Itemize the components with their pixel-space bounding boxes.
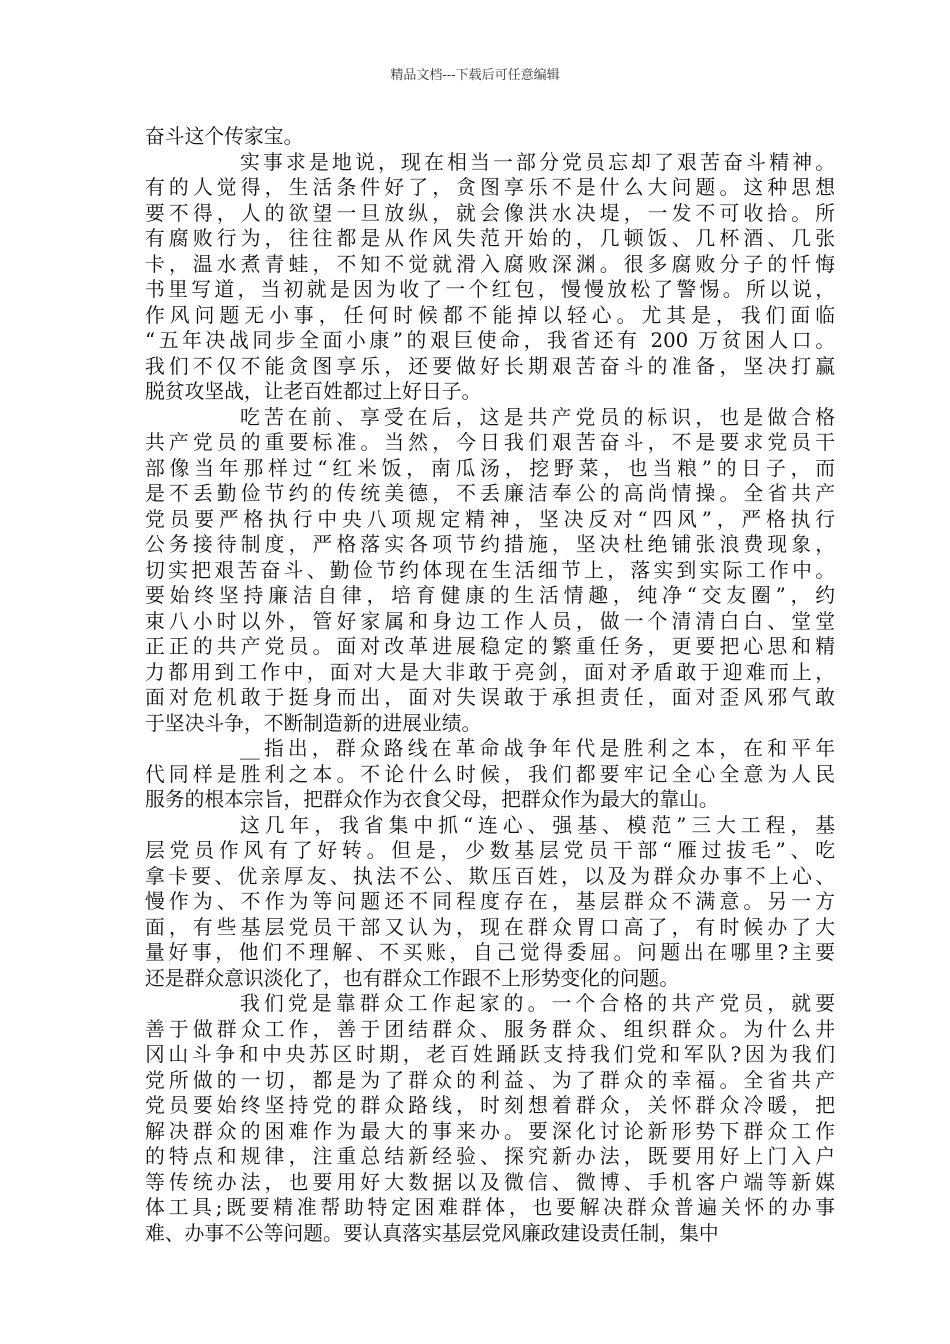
text-line: 慢作为、不作为等问题还不同程度存在，基层群众不满意。另一方 (145, 890, 835, 913)
text-line: 奋斗这个传家宝。 (145, 125, 304, 148)
text-line: 要不得，人的欲望一旦放纵，就会像洪水决堤，一发不可收拾。所 (145, 201, 835, 225)
paragraph (145, 150, 835, 405)
page-header: 精品文档---下载后可任意编辑 (390, 68, 560, 83)
text-line: 党员要始终坚持党的群众路线，时刻想着群众，关怀群众冷暖，把 (145, 1094, 835, 1117)
text-line: 难、办事不公等问题。要认真落实基层党风廉政建设责任制，集中 (145, 1221, 719, 1245)
text-line: 书里写道，当初就是因为收了一个红包，慢慢放松了警惕。所以说， (145, 278, 835, 301)
text-line: 的特点和规律，注重总结新经验、探究新办法，既要用好上门入户 (145, 1145, 835, 1168)
paragraph (145, 124, 835, 150)
text-line: 还是群众意识淡化了，也有群众工作跟不上形势变化的问题。 (145, 966, 680, 990)
paragraph (145, 736, 835, 813)
text-line: 服务的根本宗旨，把群众作为衣食父母，把群众作为最大的靠山。 (145, 788, 719, 811)
paragraph (145, 405, 835, 737)
text-line: 部像当年那样过“红米饭，南瓜汤，挖野菜，也当粮”的日子，而 (145, 456, 835, 480)
text-line: 这几年，我省集中抓“连心、强基、模范”三大工程，基 (240, 813, 835, 837)
paragraph (145, 813, 835, 992)
text-line: 正正的共产党员。面对改革进展稳定的繁重任务，更要把心思和精 (145, 635, 835, 658)
text-line: 我们不仅不能贪图享乐，还要做好长期艰苦奋斗的准备，坚决打赢 (145, 354, 835, 378)
text-line: 于坚决斗争，不断制造新的进展业绩。 (145, 711, 482, 735)
text-line: 党员要严格执行中央八项规定精神，坚决反对“四风”，严格执行 (145, 507, 835, 531)
text-line: 等传统办法，也要用好大数据以及微信、微博、手机客户端等新媒 (145, 1170, 835, 1194)
text-line: 公务接待制度，严格落实各项节约措施，坚决杜绝铺张浪费现象， (145, 533, 835, 556)
text-line: 共产党员的重要标准。当然，今日我们艰苦奋斗，不是要求党员干 (145, 431, 835, 454)
text-line: 束八小时以外，管好家属和身边工作人员，做一个清清白白、堂堂 (145, 609, 835, 633)
text-line: 冈山斗争和中央苏区时期，老百姓踊跃支持我们党和军队?因为我们 (145, 1043, 835, 1066)
text-line: 有的人觉得，生活条件好了，贪图享乐不是什么大问题。这种思想 (145, 176, 835, 199)
text-line: 面，有些基层党员干部又认为，现在群众胃口高了，有时候办了大 (145, 915, 835, 939)
text-line: 力都用到工作中，面对大是大非敢于亮剑，面对矛盾敢于迎难而上， (145, 660, 835, 684)
text-line: 切实把艰苦奋斗、勤俭节约体现在生活细节上，落实到实际工作中。 (145, 558, 835, 582)
text-line: 我们党是靠群众工作起家的。一个合格的共产党员，就要 (240, 992, 835, 1015)
text-line: 面对危机敢于挺身而出，面对失误敢于承担责任，面对歪风邪气敢 (145, 686, 835, 709)
text-line: 层党员作风有了好转。但是，少数基层党员干部“雁过拔毛”、吃 (145, 839, 835, 862)
text-line: 实事求是地说，现在相当一部分党员忘却了艰苦奋斗精神。 (240, 150, 835, 174)
text-line: 善于做群众工作，善于团结群众、服务群众、组织群众。为什么井 (145, 1017, 835, 1041)
text-line: 卡，温水煮青蛙，不知不觉就滑入腐败深渊。很多腐败分子的忏悔 (145, 252, 835, 276)
paragraph (145, 991, 835, 1246)
text-line: __指出，群众路线在革命战争年代是胜利之本，在和平年 (240, 737, 835, 760)
text-line: 解决群众的困难作为最大的事来办。要深化讨论新形势下群众工作 (145, 1119, 835, 1143)
text-line: 是不丢勤俭节约的传统美德，不丢廉洁奉公的高尚情操。全省共产 (145, 482, 835, 505)
text-line: 党所做的一切，都是为了群众的利益、为了群众的幸福。全省共产 (145, 1068, 835, 1092)
text-line: 有腐败行为，往往都是从作风失范开始的，几顿饭、几杯酒、几张 (145, 227, 835, 250)
body-text (145, 124, 835, 1246)
text-line: “五年决战同步全面小康”的艰巨使命，我省还有 200 万贫困人口。 (145, 329, 835, 352)
text-line: 吃苦在前、享受在后，这是共产党员的标识，也是做合格 (240, 405, 835, 429)
text-line: 拿卡要、优亲厚友、执法不公、欺压百姓，以及为群众办事不上心、 (145, 864, 835, 888)
text-line: 要始终坚持廉洁自律，培育健康的生活情趣，纯净“交友圈”，约 (145, 584, 835, 607)
text-line: 体工具;既要精准帮助特定困难群体，也要解决群众普遍关怀的办事 (145, 1196, 835, 1219)
text-line: 量好事，他们不理解、不买账，自己觉得委屈。问题出在哪里?主要 (145, 941, 835, 964)
text-line: 作风问题无小事，任何时候都不能掉以轻心。尤其是，我们面临 (145, 303, 835, 327)
text-line: 脱贫攻坚战，让老百姓都过上好日子。 (145, 380, 482, 403)
text-line: 代同样是胜利之本。不论什么时候，我们都要牢记全心全意为人民 (145, 762, 835, 786)
